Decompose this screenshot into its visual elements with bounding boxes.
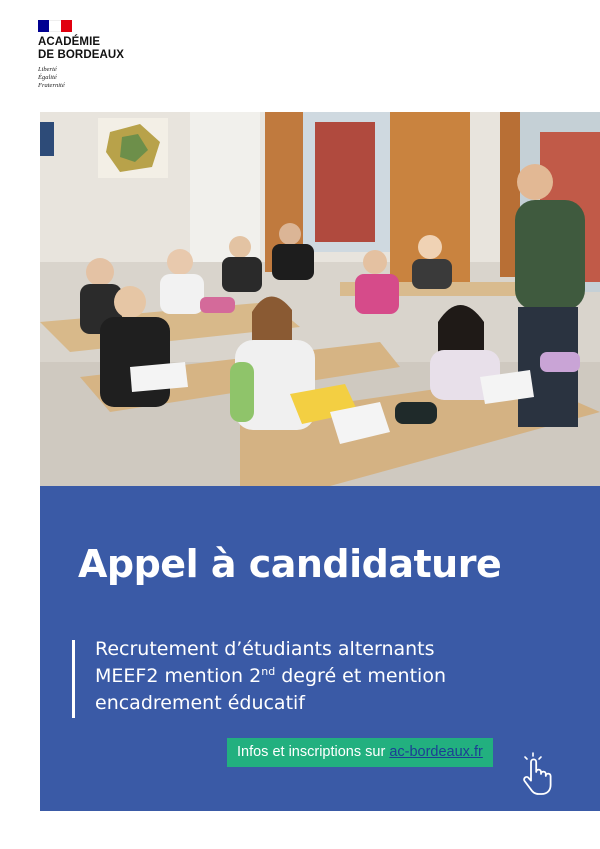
info-text: Infos et inscriptions sur bbox=[237, 744, 390, 760]
marianne-flag-icon bbox=[38, 20, 72, 32]
academy-logo bbox=[38, 20, 124, 90]
page-title: Appel à candidature bbox=[78, 542, 502, 586]
call-for-applications-panel bbox=[40, 486, 600, 811]
academy-name bbox=[38, 36, 124, 62]
motto-liberte: Liberté bbox=[38, 66, 57, 73]
subtitle-line2-end: degré et mention bbox=[275, 665, 446, 687]
hand-pointer-icon bbox=[522, 752, 556, 796]
classroom-photo bbox=[40, 112, 600, 486]
subtitle-line3: encadrement éducatif bbox=[95, 692, 305, 714]
academy-name-line1: ACADÉMIE bbox=[38, 36, 101, 48]
subtitle-accent-bar bbox=[72, 640, 75, 718]
subtitle-line2-start: MEEF2 mention 2 bbox=[95, 665, 262, 687]
motto-fraternite: Fraternité bbox=[38, 82, 65, 89]
website-link[interactable]: ac-bordeaux.fr bbox=[389, 744, 483, 760]
motto-egalite: Égalité bbox=[38, 74, 57, 81]
republic-motto bbox=[38, 66, 124, 90]
subtitle bbox=[95, 636, 565, 717]
subtitle-line2 bbox=[95, 663, 565, 690]
subtitle-line1: Recrutement d’étudiants alternants bbox=[95, 638, 435, 660]
subtitle-line2-superscript: nd bbox=[261, 665, 276, 678]
academy-name-line2: DE BORDEAUX bbox=[38, 49, 125, 61]
info-banner bbox=[227, 738, 493, 767]
